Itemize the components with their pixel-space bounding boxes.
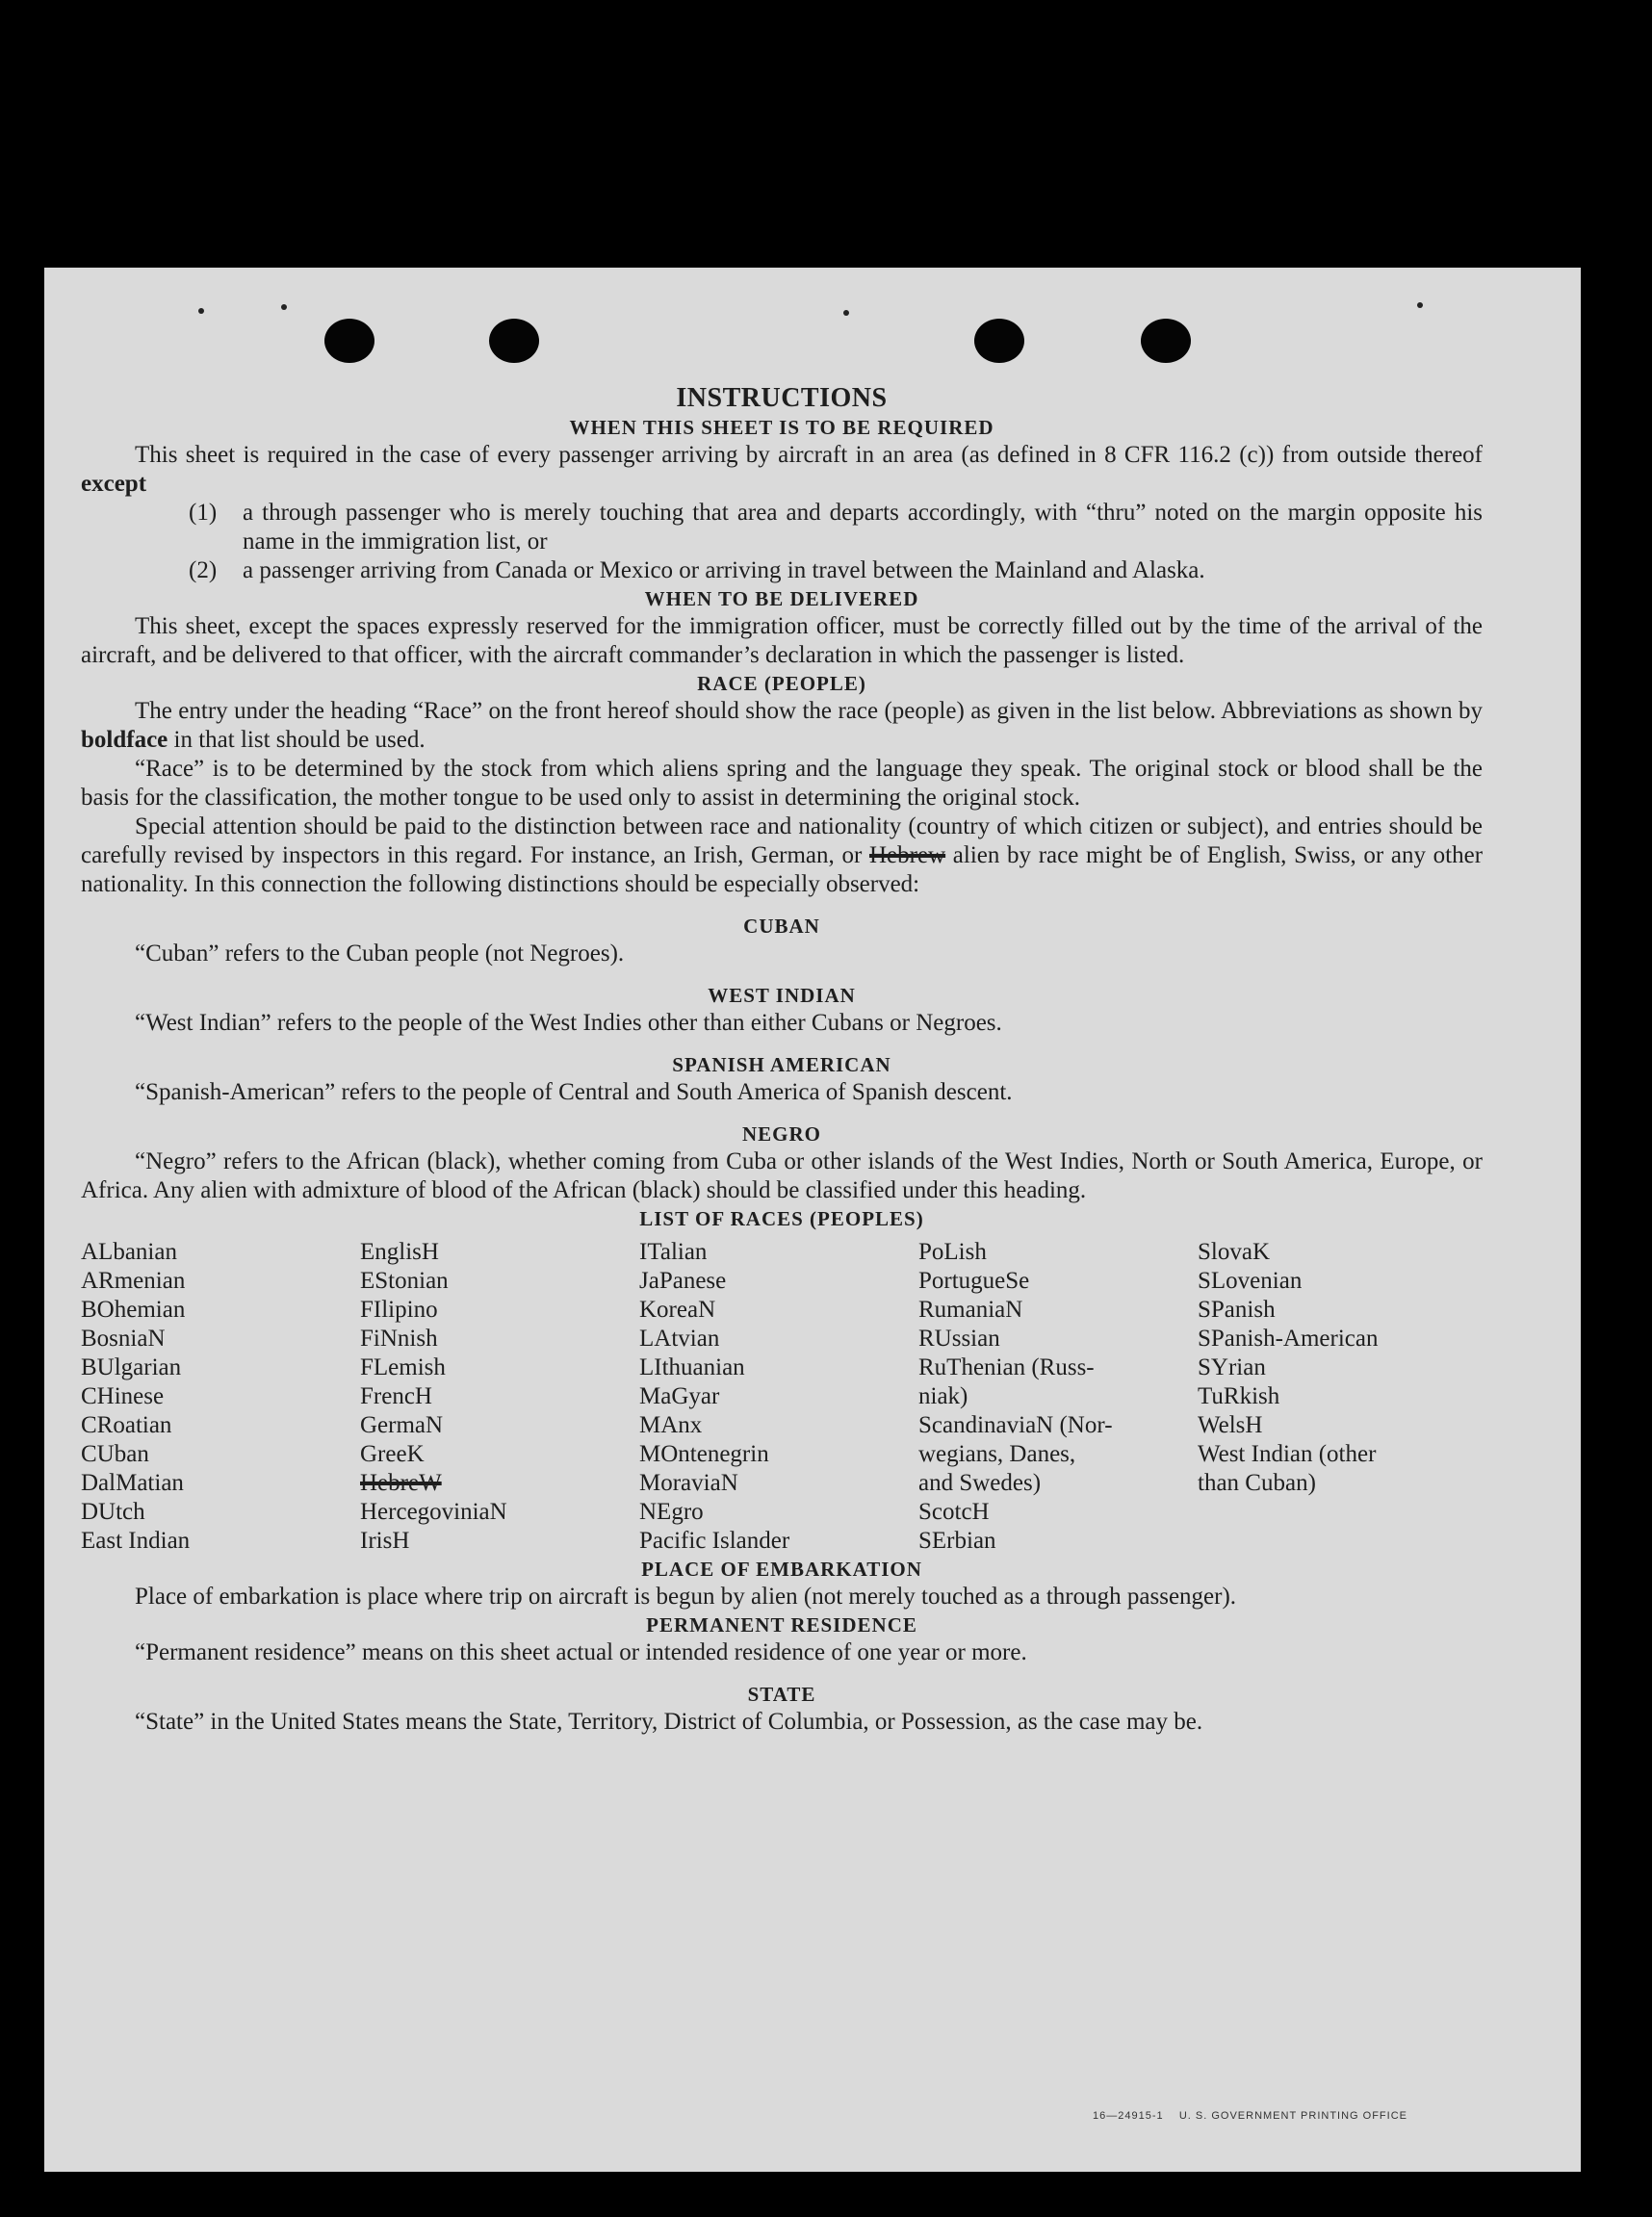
speck xyxy=(198,308,204,314)
race-entry: RuThenian (Russ- niak) xyxy=(918,1354,1095,1409)
race-entry: ScandinaviaN (Nor- wegians, Danes, and Swedes) xyxy=(918,1412,1113,1496)
speck xyxy=(843,310,849,316)
punch-hole xyxy=(489,319,539,363)
race-entry: SYrian xyxy=(1198,1354,1266,1380)
required-intro: This sheet is required in the case of every passenger arriving by aircraft in an area (as defined in 8 CFR 116.2 (c)) from outside thereof except xyxy=(81,442,1483,497)
race-entry: LAtvian xyxy=(639,1326,720,1352)
struck-word: Hebrew xyxy=(868,842,946,868)
required-exception-1: (1) a through passenger who is merely touching that area and departs accordingly, with “thru” noted on the margin opposite his name in the immigration list, or xyxy=(189,500,1483,554)
required-exception-2: (2) a passenger arriving from Canada or Mexico or arriving in travel between the Mainland and Alaska. xyxy=(189,557,1205,583)
race-entry: DUtch xyxy=(81,1499,145,1525)
race-entry: DalMatian xyxy=(81,1470,184,1496)
race-entry: MAnx xyxy=(639,1412,703,1438)
race-entry: RUssian xyxy=(918,1326,1000,1352)
delivered-text: This sheet, except the spaces expressly reserved for the immigration officer, must be correctly filled out by the time of the arrival of the aircraft, and be delivered to that officer, with the aircraft commander’s declaration in which the passenger is listed. xyxy=(81,613,1483,668)
race-entry: JaPanese xyxy=(639,1268,727,1294)
instructions-body xyxy=(81,383,1483,1737)
race-paragraph-3: Special attention should be paid to the distinction between race and nationality (country of which citizen or subject), and entries should be carefully revised by inspectors in this regard. For instance, an Irish, German, or Hebrew alien by race might be of English, Swiss, or any other nationality. In this connection the following distinctions should be especially observed: xyxy=(81,813,1484,897)
race-entry: TuRkish xyxy=(1198,1383,1280,1409)
race-entry: SErbian xyxy=(918,1528,996,1554)
embarkation-text: Place of embarkation is place where trip on aircraft is begun by alien (not merely touched as a through passenger). xyxy=(135,1584,1237,1610)
race-entry: HercegoviniaN xyxy=(360,1499,507,1525)
race-entry: GermaN xyxy=(360,1412,444,1438)
race-entry: SPanish-American xyxy=(1198,1326,1379,1352)
printer-imprint: 16—24915-1 U. S. GOVERNMENT PRINTING OFFICE xyxy=(1093,2110,1407,2122)
race-entry: MOntenegrin xyxy=(639,1441,769,1467)
section-heading-delivered: WHEN TO BE DELIVERED xyxy=(644,587,919,610)
section-heading-cuban: CUBAN xyxy=(743,915,820,938)
race-entry: GreeK xyxy=(360,1441,425,1467)
race-entry: NEgro xyxy=(639,1499,704,1525)
race-list xyxy=(81,1238,1483,1556)
punch-hole xyxy=(324,319,374,363)
race-entry: WelsH xyxy=(1198,1412,1263,1438)
race-entry: ARmenian xyxy=(81,1268,186,1294)
race-entry: MaGyar xyxy=(639,1383,720,1409)
speck xyxy=(1417,302,1423,308)
race-column xyxy=(639,1238,918,1556)
race-entry: BOhemian xyxy=(81,1297,186,1323)
race-entry: East Indian xyxy=(81,1528,191,1554)
race-entry: ScotcH xyxy=(918,1499,990,1525)
race-entry: KoreaN xyxy=(639,1297,716,1323)
document-page xyxy=(44,268,1581,2172)
race-column xyxy=(360,1238,639,1556)
section-heading-list: LIST OF RACES (PEOPLES) xyxy=(639,1207,924,1230)
race-entry: EnglisH xyxy=(360,1239,439,1265)
race-entry: LIthuanian xyxy=(639,1354,745,1380)
race-entry: SlovaK xyxy=(1198,1239,1270,1265)
race-entry: EStonian xyxy=(360,1268,449,1294)
section-heading-state: STATE xyxy=(747,1683,816,1706)
race-column xyxy=(1198,1238,1448,1556)
race-entry: ITalian xyxy=(639,1239,708,1265)
section-heading-race: RACE (PEOPLE) xyxy=(697,672,866,695)
section-heading-embarkation: PLACE OF EMBARKATION xyxy=(641,1558,922,1581)
race-entry: FLemish xyxy=(360,1354,446,1380)
race-column xyxy=(81,1238,360,1556)
west-indian-text: “West Indian” refers to the people of the West Indies other than either Cubans or Negroes. xyxy=(135,1010,1002,1036)
section-heading-spanish-american: SPANISH AMERICAN xyxy=(672,1053,891,1076)
race-entry: PoLish xyxy=(918,1239,987,1265)
race-entry: CHinese xyxy=(81,1383,165,1409)
race-entry: West Indian (other than Cuban) xyxy=(1198,1441,1377,1496)
race-entry: ALbanian xyxy=(81,1239,177,1265)
section-heading-negro: NEGRO xyxy=(741,1122,821,1146)
race-entry: BosniaN xyxy=(81,1326,166,1352)
section-heading-residence: PERMANENT RESIDENCE xyxy=(646,1613,917,1637)
race-paragraph-1: The entry under the heading “Race” on the front hereof should show the race (people) as given in the list below. Abbreviations as shown by boldface in that list should be used. xyxy=(81,698,1483,753)
state-text: “State” in the United States means the State, Territory, District of Columbia, or Possession, as the case may be. xyxy=(135,1709,1203,1735)
race-entry: CRoatian xyxy=(81,1412,172,1438)
section-heading-required: WHEN THIS SHEET IS TO BE REQUIRED xyxy=(569,416,994,439)
spanish-american-text: “Spanish-American” refers to the people of Central and South America of Spanish descent. xyxy=(135,1079,1013,1105)
race-entry: RumaniaN xyxy=(918,1297,1023,1323)
punch-hole xyxy=(974,319,1024,363)
race-entry: BUlgarian xyxy=(81,1354,182,1380)
speck xyxy=(281,304,287,310)
race-entry: MoraviaN xyxy=(639,1470,738,1496)
race-entry: HebreW xyxy=(360,1470,442,1496)
punch-hole xyxy=(1141,319,1191,363)
race-entry: FiNnish xyxy=(360,1326,438,1352)
race-entry: FIlipino xyxy=(360,1297,438,1323)
race-entry: FrencH xyxy=(360,1383,432,1409)
race-entry: CUban xyxy=(81,1441,149,1467)
race-column xyxy=(918,1238,1198,1556)
negro-text: “Negro” refers to the African (black), whether coming from Cuba or other islands of the West Indies, North or South America, Europe, or Africa. Any alien with admixture of blood of the African (black) should be classified under this heading. xyxy=(81,1148,1483,1203)
race-entry: SPanish xyxy=(1198,1297,1276,1323)
cuban-text: “Cuban” refers to the Cuban people (not Negroes). xyxy=(135,941,625,967)
section-heading-west-indian: WEST INDIAN xyxy=(708,984,856,1007)
residence-text: “Permanent residence” means on this sheet actual or intended residence of one year or more. xyxy=(135,1639,1027,1665)
race-entry: PortugueSe xyxy=(918,1268,1030,1294)
race-entry: SLovenian xyxy=(1198,1268,1303,1294)
race-entry: Pacific Islander xyxy=(639,1528,790,1554)
document-title: INSTRUCTIONS xyxy=(676,383,888,413)
race-paragraph-2: “Race” is to be determined by the stock from which aliens spring and the language they speak. The original stock or blood shall be the basis for the classification, the mother tongue to be used only to assist in determining the original stock. xyxy=(81,756,1483,811)
race-entry: IrisH xyxy=(360,1528,410,1554)
